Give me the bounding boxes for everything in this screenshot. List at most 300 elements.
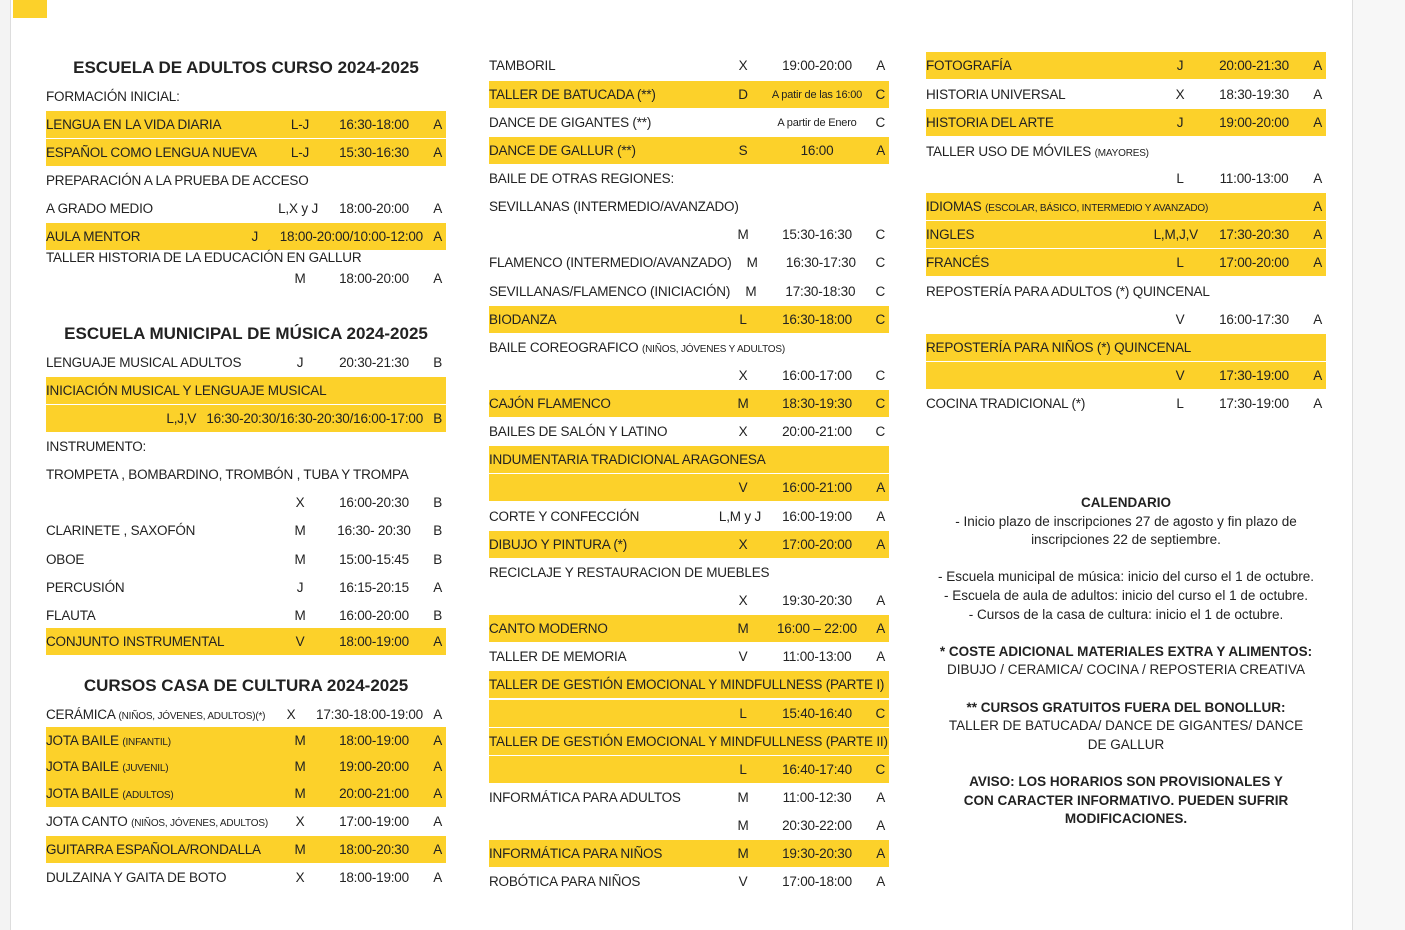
course-group: A: [433, 117, 442, 132]
course-name: [46, 250, 361, 265]
course-time: 16:00-21:00: [782, 480, 852, 495]
course-days: V: [738, 874, 748, 889]
course-name: [489, 452, 766, 467]
course-days: X: [738, 593, 748, 608]
course-subtitle: (ADULTOS): [122, 790, 174, 801]
course-row: [489, 52, 889, 79]
calendar-title: CALENDARIO: [1081, 495, 1171, 510]
course-group: C: [875, 87, 885, 102]
course-time: 16:00-19:00: [782, 509, 852, 524]
course-time: 16:30- 20:30: [337, 523, 411, 538]
course-group: A: [433, 733, 442, 748]
course-days: V: [738, 480, 748, 495]
course-row: [489, 390, 889, 417]
course-name: [489, 284, 730, 299]
course-time: 16:30-20:30/16:30-20:30/16:00-17:00: [206, 411, 423, 426]
course-name: [46, 355, 241, 370]
course-group: A: [876, 58, 885, 73]
gratis-text: TALLER DE BATUCADA/ DANCE DE GIGANTES/ DANCE DE GALLUR: [948, 718, 1304, 752]
course-name-text: JOTA BAILE: [46, 786, 119, 801]
course-name-text: TALLER DE BATUCADA (**): [489, 87, 656, 102]
course-name: [489, 677, 884, 692]
course-time: 18:00-20:00/10:00-12:00: [279, 229, 423, 244]
course-row: [489, 671, 889, 698]
course-name: [926, 58, 1012, 73]
course-time: 16:30-18:00: [782, 312, 852, 327]
course-name: [489, 340, 785, 355]
course-days: M: [294, 786, 306, 801]
course-row: [489, 784, 889, 811]
course-name-text: REPOSTERÍA PARA NIÑOS (*) QUINCENAL: [926, 340, 1192, 355]
course-time: 17:30-20:30: [1219, 227, 1289, 242]
course-name-text: JOTA BAILE: [46, 759, 119, 774]
course-days: M: [745, 284, 757, 299]
course-name-text: SEVILLANAS/FLAMENCO (INICIACIÓN): [489, 284, 731, 299]
course-time: 20:00-21:00: [339, 786, 409, 801]
course-name: [489, 424, 667, 439]
course-row: [926, 278, 1326, 305]
course-name-text: TALLER HISTORIA DE LA EDUCACIÓN EN GALLUR: [46, 250, 362, 265]
course-name-text: PERCUSIÓN: [46, 580, 125, 595]
course-name: [46, 173, 309, 188]
course-time: 17:30-18:00-19:00: [316, 707, 423, 722]
course-name-text: FRANCÉS: [926, 255, 990, 270]
course-group: A: [876, 143, 885, 158]
course-days: M: [294, 759, 306, 774]
course-row: [926, 221, 1326, 248]
course-name: [46, 523, 195, 538]
course-group: A: [1313, 87, 1322, 102]
course-days: X: [286, 707, 296, 722]
course-row: [46, 349, 446, 376]
course-row: [489, 812, 889, 839]
course-name: [46, 608, 96, 623]
course-days: X: [1175, 87, 1185, 102]
course-time: 16:00-17:00: [782, 368, 852, 383]
course-time: 17:30-18:30: [785, 284, 856, 299]
course-name: [489, 874, 640, 889]
course-days: M: [737, 227, 749, 242]
course-days: M: [294, 733, 306, 748]
coste-text: DIBUJO / CERAMICA/ COCINA / REPOSTERIA CREATIVA: [946, 662, 1306, 678]
course-name-text: LENGUAJE MUSICAL ADULTOS: [46, 355, 242, 370]
course-name-text: RECICLAJE Y RESTAURACION DE MUEBLES: [489, 565, 770, 580]
course-days: S: [738, 143, 748, 158]
course-time: 15:30-16:30: [782, 227, 852, 242]
course-name-text: SEVILLANAS (INTERMEDIO/AVANZADO): [489, 199, 739, 214]
course-subtitle: (INFANTIL): [122, 737, 171, 748]
course-row: [926, 193, 1326, 220]
course-days: V: [738, 649, 748, 664]
course-time: 16:00-17:30: [1219, 312, 1289, 327]
course-row: [489, 334, 889, 361]
course-group: C: [875, 227, 885, 242]
course-row: [926, 81, 1326, 108]
course-row: [46, 461, 446, 488]
course-time: 19:30-20:30: [782, 846, 852, 861]
course-name-text: PREPARACIÓN A LA PRUEBA DE ACCESO: [46, 173, 309, 188]
course-name-text: ESPAÑOL COMO LENGUA NUEVA: [46, 145, 257, 160]
course-row: [46, 377, 446, 404]
course-name: [926, 199, 1208, 214]
course-days: X: [738, 537, 748, 552]
course-group: C: [875, 284, 885, 299]
course-row: [926, 390, 1326, 417]
course-name-text: AULA MENTOR: [46, 229, 141, 244]
course-row: [46, 83, 446, 110]
course-name: [926, 87, 1065, 102]
course-name: [46, 842, 261, 857]
course-row: [46, 753, 446, 780]
course-group: A: [1313, 171, 1322, 186]
course-name-text: REPOSTERÍA PARA ADULTOS (*) QUINCENAL: [926, 284, 1210, 299]
course-group: A: [876, 480, 885, 495]
course-name-text: BAILES DE SALÓN Y LATINO: [489, 424, 668, 439]
course-group: A: [433, 271, 442, 286]
course-row: [46, 433, 446, 460]
course-row: [489, 81, 889, 108]
course-group: A: [433, 145, 442, 160]
course-subtitle: (MAYORES): [1094, 148, 1149, 159]
course-group: A: [433, 759, 442, 774]
course-group: A: [876, 593, 885, 608]
right-pane: [1352, 0, 1405, 930]
course-row: [46, 195, 446, 222]
course-group: A: [876, 509, 885, 524]
course-time: 18:00-19:00: [339, 733, 409, 748]
course-row: [489, 193, 889, 220]
course-name: [46, 383, 326, 398]
course-group: C: [875, 762, 885, 777]
course-time: 16:30-17:30: [785, 255, 856, 270]
course-subtitle: (JUVENIL): [122, 763, 169, 774]
course-days: X: [295, 870, 305, 885]
course-name: [489, 537, 627, 552]
course-name-text: BIODANZA: [489, 312, 557, 327]
coste-title: * COSTE ADICIONAL MATERIALES EXTRA Y ALIMENTOS:: [939, 643, 1313, 659]
course-row: [489, 700, 889, 727]
gratis-title: ** CURSOS GRATUITOS FUERA DEL BONOLLUR:: [966, 699, 1286, 715]
course-name: [489, 58, 555, 73]
course-name-text: DANCE DE GIGANTES (**): [489, 115, 652, 130]
course-time: 11:00-12:30: [782, 790, 852, 805]
course-group: B: [433, 552, 442, 567]
course-row: [926, 306, 1326, 333]
course-subtitle: (NIÑOS, JÓVENES Y ADULTOS): [642, 344, 785, 355]
course-group: A: [1313, 312, 1322, 327]
course-name-text: INDUMENTARIA TRADICIONAL ARAGONESA: [489, 452, 766, 467]
course-days: L: [739, 706, 747, 721]
course-time: 19:30-20:30: [782, 593, 852, 608]
course-group: C: [875, 312, 885, 327]
course-row: [46, 727, 446, 754]
course-days: L,M,J,V: [1153, 227, 1198, 242]
course-group: B: [433, 523, 442, 538]
course-row: [926, 109, 1326, 136]
course-subtitle: (NIÑOS, JÓVENES, ADULTOS): [131, 818, 268, 829]
course-row: [926, 249, 1326, 276]
course-time: 18:00-20:00: [339, 271, 409, 286]
course-row: [489, 756, 889, 783]
course-name-text: CERÁMICA: [46, 707, 115, 722]
course-days: M: [294, 608, 306, 623]
course-row: [489, 446, 889, 473]
course-name: [489, 649, 626, 664]
course-days: D: [738, 87, 748, 102]
course-row: [489, 615, 889, 642]
course-days: J: [251, 229, 258, 244]
course-group: C: [875, 706, 885, 721]
course-group: C: [875, 396, 885, 411]
course-days: J: [296, 580, 304, 595]
course-row: [489, 306, 889, 333]
course-row: [926, 138, 1326, 165]
course-name-text: DIBUJO Y PINTURA (*): [489, 537, 628, 552]
course-row: [489, 418, 889, 445]
course-name-text: INGLES: [926, 227, 975, 242]
course-name-text: HISTORIA DEL ARTE: [926, 115, 1054, 130]
course-days: J: [1176, 58, 1184, 73]
course-name: [489, 790, 681, 805]
course-row: [489, 474, 889, 501]
course-row: [489, 728, 889, 755]
course-name: [489, 199, 739, 214]
course-row: [489, 868, 889, 895]
course-name: [926, 284, 1210, 299]
course-group: A: [433, 229, 442, 244]
course-time: 16:00 – 22:00: [777, 621, 857, 636]
course-name-text: CANTO MODERNO: [489, 621, 608, 636]
corner-decoration: [13, 0, 47, 18]
course-group: B: [433, 495, 442, 510]
course-row: [46, 602, 446, 629]
course-row: [926, 52, 1326, 79]
course-row: [46, 111, 446, 138]
course-group: A: [1313, 396, 1322, 411]
course-days: M: [294, 552, 306, 567]
course-name: [46, 814, 268, 829]
course-group: A: [876, 874, 885, 889]
course-name: [46, 467, 409, 482]
course-group: A: [876, 621, 885, 636]
course-name: [46, 145, 257, 160]
aviso-text: AVISO: LOS HORARIOS SON PROVISIONALES Y CON CARACTER INFORMATIVO. PUEDEN SUFRIR MODIFICACIONES.: [963, 773, 1289, 827]
section-title-cultura: CURSOS CASA DE CULTURA 2024-2025: [83, 676, 409, 695]
course-days: M: [294, 523, 306, 538]
course-group: B: [433, 411, 442, 426]
course-time: 17:30-19:00: [1219, 368, 1289, 383]
course-name-text: CORTE Y CONFECCIÓN: [489, 509, 640, 524]
course-group: A: [1313, 255, 1322, 270]
calendar-notes: [926, 494, 1326, 847]
course-name: [926, 255, 989, 270]
course-time: 15:30-16:30: [339, 145, 409, 160]
course-name-text: BAILE COREOGRAFICO: [489, 340, 639, 355]
course-row: [46, 628, 446, 655]
course-time: 15:40-16:40: [782, 706, 852, 721]
course-group: B: [433, 355, 442, 370]
course-row: [489, 587, 889, 614]
course-name-text: INFORMÁTICA PARA NIÑOS: [489, 846, 663, 861]
course-name-text: INFORMÁTICA PARA ADULTOS: [489, 790, 681, 805]
course-time: 17:00-20:00: [782, 537, 852, 552]
course-days: M: [737, 846, 749, 861]
course-time: 19:00-20:00: [1219, 115, 1289, 130]
calendar-cultura: - Cursos de la casa de cultura: inicio el 1 de octubre.: [968, 606, 1284, 622]
course-time: 15:00-15:45: [339, 552, 409, 567]
course-row: [926, 362, 1326, 389]
course-time: 17:30-19:00: [1219, 396, 1289, 411]
course-name-text: FOTOGRAFÍA: [926, 58, 1012, 73]
course-group: A: [876, 790, 885, 805]
course-time: 18:30-19:30: [782, 396, 852, 411]
course-name: [489, 255, 732, 270]
course-name-text: FLAMENCO (INTERMEDIO/AVANZADO): [489, 255, 732, 270]
course-time: 17:00-20:00: [1219, 255, 1289, 270]
course-row: [489, 137, 889, 164]
course-row: [46, 701, 446, 728]
course-name: [926, 340, 1191, 355]
course-name: [489, 846, 662, 861]
course-name-text: COCINA TRADICIONAL (*): [926, 396, 1086, 411]
course-name-text: FORMACIÓN INICIAL:: [46, 89, 180, 104]
course-days: L: [1176, 396, 1184, 411]
course-days: M: [737, 621, 749, 636]
course-name-text: TAMBORIL: [489, 58, 556, 73]
course-days: L: [739, 762, 747, 777]
course-time: 16:00: [800, 143, 834, 158]
course-name-text: CLARINETE , SAXOFÓN: [46, 523, 196, 538]
course-row: [489, 165, 889, 192]
course-group: A: [1313, 199, 1322, 214]
course-name-text: FLAUTA: [46, 608, 96, 623]
course-name-text: LENGUA EN LA VIDA DIARIA: [46, 117, 222, 132]
course-name: [46, 733, 171, 748]
course-days: V: [1175, 368, 1185, 383]
course-name: [46, 870, 226, 885]
course-days: V: [295, 634, 305, 649]
course-days: X: [738, 424, 748, 439]
course-name: [46, 786, 174, 801]
course-days: X: [295, 814, 305, 829]
course-group: A: [876, 846, 885, 861]
course-time: 11:00-13:00: [1219, 171, 1289, 186]
course-group: A: [433, 814, 442, 829]
course-time: 16:30-18:00: [339, 117, 409, 132]
course-name: [926, 144, 1149, 159]
course-name: [46, 634, 224, 649]
course-group: A: [433, 634, 442, 649]
course-name: [46, 552, 84, 567]
course-row: [489, 278, 889, 305]
course-name-text: TROMPETA , BOMBARDINO, TROMBÓN , TUBA Y TROMPA: [46, 467, 409, 482]
course-row: [46, 489, 446, 516]
course-time: 18:00-19:00: [339, 634, 409, 649]
course-name: [489, 171, 674, 186]
course-row: [489, 221, 889, 248]
course-days: L-J: [290, 145, 310, 160]
course-row: [489, 109, 889, 136]
course-row: [46, 517, 446, 544]
course-days: L,M y J: [718, 509, 761, 524]
course-name: [46, 229, 140, 244]
course-name-text: GUITARRA ESPAÑOLA/RONDALLA: [46, 842, 261, 857]
course-name: [46, 759, 168, 774]
course-name-text: TALLER USO DE MÓVILES: [926, 144, 1092, 159]
course-time: 20:30-22:00: [782, 818, 852, 833]
course-name: [489, 509, 639, 524]
course-name-text: A GRADO MEDIO: [46, 201, 153, 216]
course-row: [489, 362, 889, 389]
course-group: A: [876, 537, 885, 552]
course-name: [46, 89, 180, 104]
course-time: 19:00-20:00: [339, 759, 409, 774]
calendar-inscripciones: - Inicio plazo de inscripciones 27 de agosto y fin plazo de inscripciones 22 de septiembre.: [955, 513, 1297, 548]
course-time: 16:00-20:30: [339, 495, 409, 510]
course-time: 18:00-19:00: [339, 870, 409, 885]
left-margin: [0, 0, 11, 930]
course-name: [489, 565, 769, 580]
course-row: [46, 780, 446, 807]
course-row: [46, 139, 446, 166]
course-time: 16:15-20:15: [339, 580, 409, 595]
course-name: [489, 396, 611, 411]
course-days: L,J,V: [166, 411, 197, 426]
course-days: M: [294, 271, 306, 286]
course-name-text: HISTORIA UNIVERSAL: [926, 87, 1066, 102]
course-name-text: CAJÓN FLAMENCO: [489, 396, 611, 411]
course-name-text: BAILE DE OTRAS REGIONES:: [489, 171, 674, 186]
course-days: M: [737, 790, 749, 805]
course-time: 16:40-17:40: [782, 762, 852, 777]
course-group: A: [876, 649, 885, 664]
course-group: A: [433, 842, 442, 857]
course-group: C: [875, 368, 885, 383]
course-name-text: INSTRUMENTO:: [46, 439, 147, 454]
course-subtitle: (NIÑOS, JÓVENES, ADULTOS)(*): [118, 711, 266, 722]
course-name-text: DANCE DE GALLUR (**): [489, 143, 636, 158]
course-time: A partir de Enero: [777, 116, 857, 129]
calendar-musica: - Escuela municipal de música: inicio del curso el 1 de octubre.: [938, 569, 1314, 585]
course-time: 16:00-20:00: [339, 608, 409, 623]
course-name: [46, 201, 153, 216]
course-days: L: [739, 312, 747, 327]
course-row: [926, 334, 1326, 361]
course-group: A: [1313, 58, 1322, 73]
course-group: A: [433, 580, 442, 595]
course-row: [926, 165, 1326, 192]
course-time: 18:30-19:30: [1219, 87, 1289, 102]
course-name: [926, 396, 1085, 411]
course-name: [489, 115, 651, 130]
course-days: J: [296, 355, 304, 370]
course-days: X: [295, 495, 305, 510]
course-row: [489, 249, 889, 276]
course-name-text: TALLER DE GESTIÓN EMOCIONAL Y MINDFULLNESS (PARTE II): [489, 734, 888, 749]
course-time: 18:00-20:30: [339, 842, 409, 857]
course-name-text: IDIOMAS: [926, 199, 982, 214]
course-row: [46, 167, 446, 194]
section-title-adultos: ESCUELA DE ADULTOS CURSO 2024-2025: [73, 58, 419, 77]
course-name: [926, 227, 974, 242]
course-row: [46, 265, 446, 292]
course-name: [489, 621, 608, 636]
course-row: [46, 574, 446, 601]
course-time: 20:30-21:30: [339, 355, 409, 370]
course-days: L-J: [290, 117, 310, 132]
course-name-text: TALLER DE MEMORIA: [489, 649, 627, 664]
course-time: 17:00-18:00: [782, 874, 852, 889]
